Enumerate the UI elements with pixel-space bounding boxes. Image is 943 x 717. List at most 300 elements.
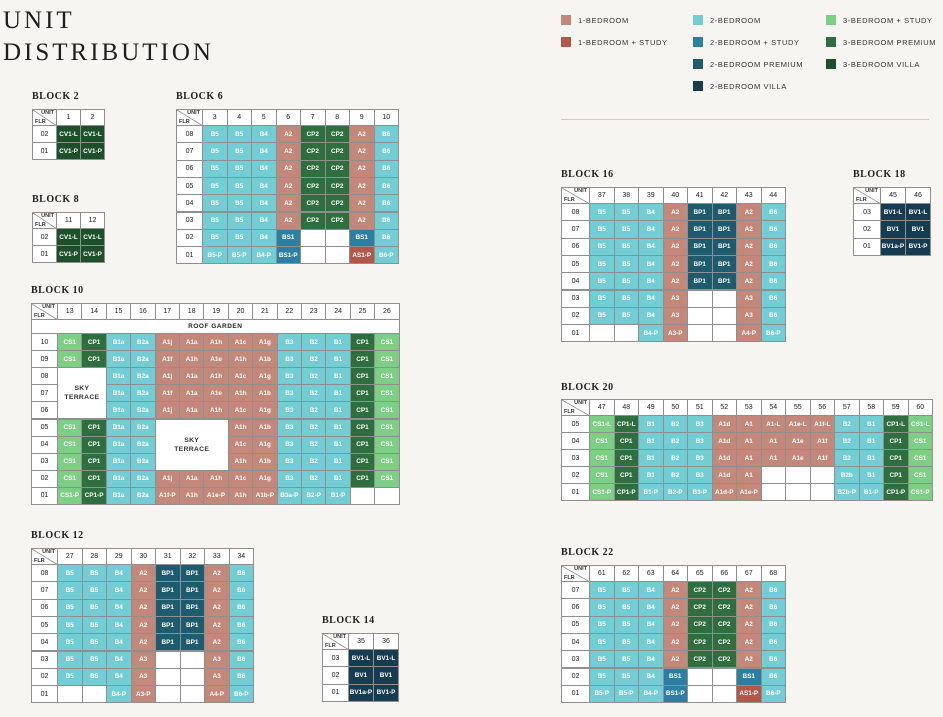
unit-cell: A1e-P [203, 487, 228, 505]
unit-cell: B5 [614, 203, 640, 221]
unit-cell: B3 [277, 453, 302, 471]
legend-label: 2-BEDROOM [710, 15, 761, 25]
unit-cell: A4-P [204, 685, 230, 703]
unit-cell: BP1 [687, 272, 713, 290]
unit-column-header: 25 [350, 303, 375, 320]
floor-label: 02 [561, 307, 590, 325]
unit-cell: A1g [252, 401, 277, 419]
unit-cell: CP2 [300, 142, 326, 160]
unit-cell: BS1-P [276, 246, 302, 264]
unit-cell: CS1 [374, 419, 399, 437]
floor-label: 05 [176, 177, 203, 195]
unit-cell: BV1-L [880, 203, 906, 221]
empty-cell [155, 668, 181, 686]
unit-cell: B2b [834, 466, 860, 484]
floor-label: 07 [176, 142, 203, 160]
unit-cell: CP1-L [614, 415, 640, 433]
unit-cell: A1j [155, 470, 180, 488]
unit-cell: CS1-P [589, 483, 615, 501]
floor-label: 02 [31, 668, 58, 686]
legend-swatch [693, 81, 703, 91]
legend-item [561, 15, 629, 25]
unit-cell: B6 [374, 229, 400, 247]
unit-cell: A2 [204, 581, 230, 599]
unit-cell: B4 [638, 238, 664, 256]
unit-cell: A1h [228, 384, 253, 402]
floor-label: 04 [561, 272, 590, 290]
unit-column-header: 18 [179, 303, 204, 320]
unit-column-header: 13 [57, 303, 82, 320]
unit-cell: B5 [202, 194, 228, 212]
unit-cell: A2 [349, 177, 375, 195]
legend-item [826, 59, 920, 69]
unit-cell: B6 [761, 650, 787, 668]
unit-cell: A2 [736, 255, 762, 273]
empty-cell [712, 685, 738, 703]
unit-column-header: 52 [712, 399, 738, 416]
unit-cell: A1f [155, 350, 180, 368]
legend-item [826, 15, 933, 25]
unit-column-header: 50 [663, 399, 689, 416]
unit-cell: A2 [204, 599, 230, 617]
unit-cell: B1 [859, 432, 885, 450]
unit-cell: B4 [106, 651, 132, 669]
unit-floor-corner [561, 187, 590, 204]
legend-swatch [693, 37, 703, 47]
unit-cell: A1h [203, 401, 228, 419]
unit-cell: BV1-L [348, 649, 374, 667]
unit-cell: B5 [82, 599, 108, 617]
unit-cell: A1g [252, 436, 277, 454]
unit-cell: CP2 [712, 633, 738, 651]
unit-column-header: 42 [712, 187, 738, 204]
unit-cell: B6 [374, 125, 400, 143]
floor-label: 02 [322, 666, 349, 684]
unit-cell: BP1 [155, 581, 181, 599]
unit-cell: A2 [276, 160, 302, 178]
unit-cell: CP2 [300, 160, 326, 178]
unit-column-header: 22 [277, 303, 302, 320]
unit-cell: BV1 [373, 666, 399, 684]
empty-cell [712, 290, 738, 308]
unit-cell: A1h [228, 453, 253, 471]
legend-swatch [693, 59, 703, 69]
unit-column-header: 39 [638, 187, 664, 204]
corner-unit-label: UNIT [41, 110, 54, 116]
unit-cell: CS1 [374, 384, 399, 402]
unit-cell: A1h [179, 487, 204, 505]
unit-cell: B2a [130, 367, 155, 385]
floor-label: 02 [32, 228, 57, 246]
unit-cell: CP2 [325, 194, 351, 212]
unit-cell: B2a [130, 453, 155, 471]
unit-cell: A1a [179, 333, 204, 351]
unit-cell: B4 [106, 633, 132, 651]
unit-cell: A1d-P [712, 483, 738, 501]
unit-cell: AS1-P [736, 685, 762, 703]
unit-cell: B5 [614, 307, 640, 325]
sky-terrace-area [155, 419, 229, 471]
unit-cell: B1 [325, 384, 350, 402]
empty-cell [785, 466, 811, 484]
unit-cell: A1c [228, 470, 253, 488]
floor-label: 08 [31, 564, 58, 582]
unit-column-header: 32 [180, 548, 206, 565]
unit-cell: CP1 [350, 333, 375, 351]
legend-label: 3-BEDROOM + STUDY [843, 15, 933, 25]
floor-label: 01 [31, 487, 58, 505]
unit-cell: CV1-L [56, 228, 81, 246]
unit-cell: B2-P [663, 483, 689, 501]
unit-cell: A2 [204, 616, 230, 634]
unit-cell: B5-P [202, 246, 228, 264]
unit-cell: A1c [228, 401, 253, 419]
unit-cell: BS1-P [663, 685, 689, 703]
divider [561, 119, 929, 120]
unit-cell: B5 [614, 598, 640, 616]
unit-cell: CP1-L [883, 415, 909, 433]
unit-cell: B6 [374, 212, 400, 230]
unit-cell: CS1 [374, 401, 399, 419]
unit-cell: B6 [374, 194, 400, 212]
unit-cell: A1d [712, 466, 738, 484]
unit-floor-corner [31, 548, 58, 565]
unit-cell: BV1a-P [880, 238, 906, 256]
unit-cell: B5 [614, 272, 640, 290]
unit-cell: B5 [589, 290, 615, 308]
unit-cell: A2 [276, 125, 302, 143]
unit-cell: B5 [614, 650, 640, 668]
unit-cell: CS1 [374, 350, 399, 368]
unit-cell: B5 [227, 194, 253, 212]
unit-cell: A2 [276, 194, 302, 212]
unit-cell: A2 [663, 581, 689, 599]
unit-cell: BV1-L [905, 203, 931, 221]
unit-cell: A1h [203, 333, 228, 351]
unit-cell: CS1 [57, 419, 82, 437]
unit-column-header: 63 [638, 565, 664, 582]
corner-floor-label: FLR [35, 222, 46, 228]
unit-cell: B4 [638, 290, 664, 308]
block-title: BLOCK 20 [561, 382, 614, 393]
unit-cell: B1 [859, 466, 885, 484]
page-title [3, 5, 214, 69]
corner-floor-label: FLR [564, 409, 575, 415]
unit-column-header: 61 [589, 565, 615, 582]
empty-cell [810, 466, 836, 484]
unit-cell: BS1 [349, 229, 375, 247]
unit-cell: A2 [736, 650, 762, 668]
unit-cell: CV1-P [80, 142, 105, 160]
unit-cell: A1 [736, 432, 762, 450]
unit-cell: A2 [736, 203, 762, 221]
empty-cell [180, 651, 206, 669]
unit-cell: A1e-P [736, 483, 762, 501]
unit-cell: CP1 [81, 470, 106, 488]
unit-cell: BP1 [180, 599, 206, 617]
block-title: BLOCK 6 [176, 91, 224, 102]
unit-cell: B2 [301, 384, 326, 402]
unit-cell: B6 [229, 616, 255, 634]
unit-cell: A2 [663, 633, 689, 651]
empty-cell [761, 466, 787, 484]
unit-cell: BP1 [687, 238, 713, 256]
unit-cell: CP1 [350, 350, 375, 368]
unit-cell: B3 [277, 436, 302, 454]
unit-cell: BV1-L [373, 649, 399, 667]
unit-cell: CP2 [325, 177, 351, 195]
legend-label: 1-BEDROOM [578, 15, 629, 25]
block-title: BLOCK 22 [561, 547, 614, 558]
unit-cell: B3 [687, 466, 713, 484]
unit-cell: CP2 [325, 160, 351, 178]
unit-cell: B5 [227, 229, 253, 247]
unit-cell: A1a [179, 470, 204, 488]
floor-label: 03 [322, 649, 349, 667]
corner-unit-label: UNIT [574, 566, 587, 572]
unit-cell: B2a [130, 350, 155, 368]
floor-label: 08 [31, 367, 58, 385]
corner-floor-label: FLR [564, 575, 575, 581]
unit-cell: CS1-L [908, 415, 934, 433]
unit-cell: A2 [736, 581, 762, 599]
unit-cell: CP2 [300, 125, 326, 143]
unit-column-header: 21 [252, 303, 277, 320]
empty-cell [761, 483, 787, 501]
corner-unit-label: UNIT [574, 400, 587, 406]
unit-cell: B2a [130, 333, 155, 351]
unit-cell: A2 [736, 598, 762, 616]
unit-cell: B5 [589, 581, 615, 599]
unit-cell: B1a [106, 419, 131, 437]
unit-cell: A3 [204, 651, 230, 669]
unit-cell: A1e-L [785, 415, 811, 433]
floor-label: 05 [31, 419, 58, 437]
unit-cell: B5 [589, 598, 615, 616]
unit-column-header: 33 [204, 548, 230, 565]
unit-cell: A3-P [663, 324, 689, 342]
unit-cell: B2 [301, 453, 326, 471]
unit-cell: CP2 [325, 142, 351, 160]
corner-unit-label: UNIT [42, 304, 55, 310]
unit-cell: A1e [785, 449, 811, 467]
unit-cell: B5 [202, 125, 228, 143]
unit-cell: B6 [374, 177, 400, 195]
unit-cell: B1a [106, 401, 131, 419]
unit-floor-corner [32, 212, 57, 229]
unit-cell: B3 [277, 384, 302, 402]
unit-cell: CP2 [712, 581, 738, 599]
floor-label: 03 [176, 212, 203, 230]
unit-column-header: 24 [325, 303, 350, 320]
unit-cell: B2 [301, 350, 326, 368]
unit-column-header: 5 [251, 109, 277, 126]
unit-cell: A2 [663, 598, 689, 616]
unit-cell: B5 [614, 238, 640, 256]
unit-column-header: 64 [663, 565, 689, 582]
unit-cell: A2 [131, 599, 157, 617]
unit-cell: CP1 [350, 470, 375, 488]
unit-cell: A1d [712, 415, 738, 433]
floor-label: 03 [853, 203, 881, 221]
unit-cell: A1b-P [252, 487, 277, 505]
unit-cell: B5 [589, 650, 615, 668]
unit-cell: B1-P [325, 487, 350, 505]
empty-cell [374, 487, 399, 505]
floor-label: 04 [31, 633, 58, 651]
unit-cell: B6 [761, 255, 787, 273]
empty-cell [712, 668, 738, 686]
unit-cell: CP1 [350, 419, 375, 437]
unit-cell: BP1 [687, 220, 713, 238]
unit-cell: CP1 [350, 367, 375, 385]
corner-floor-label: FLR [325, 643, 336, 649]
empty-cell [300, 246, 326, 264]
unit-cell: A3 [663, 307, 689, 325]
unit-cell: B1 [859, 415, 885, 433]
unit-cell: B1a [106, 470, 131, 488]
unit-cell: B2a [130, 419, 155, 437]
unit-cell: B5 [589, 272, 615, 290]
unit-cell: B5 [82, 581, 108, 599]
unit-cell: B4 [638, 598, 664, 616]
floor-label: 04 [561, 432, 590, 450]
unit-cell: A3-P [131, 685, 157, 703]
legend-item [693, 59, 803, 69]
unit-cell: B2 [301, 470, 326, 488]
unit-column-header: 11 [56, 212, 81, 229]
corner-unit-label: UNIT [42, 549, 55, 555]
unit-cell: B1-P [638, 483, 664, 501]
unit-column-header: 47 [589, 399, 615, 416]
unit-cell: CS1 [374, 333, 399, 351]
unit-column-header: 38 [614, 187, 640, 204]
unit-cell: B4 [638, 633, 664, 651]
corner-floor-label: FLR [34, 313, 45, 319]
unit-cell: B6 [761, 203, 787, 221]
floor-label: 06 [31, 599, 58, 617]
unit-cell: A1 [736, 449, 762, 467]
unit-cell: B5-P [614, 685, 640, 703]
unit-cell: B5 [589, 668, 615, 686]
legend-swatch [826, 15, 836, 25]
unit-column-header: 6 [276, 109, 302, 126]
unit-cell: BP1 [155, 564, 181, 582]
unit-cell: BP1 [712, 238, 738, 256]
unit-cell: B6 [229, 633, 255, 651]
unit-cell: CP1 [81, 350, 106, 368]
unit-cell: B1a [106, 453, 131, 471]
unit-cell: A2 [349, 194, 375, 212]
floor-label: 04 [561, 633, 590, 651]
unit-column-header: 44 [761, 187, 787, 204]
unit-cell: B4 [638, 668, 664, 686]
unit-column-header: 37 [589, 187, 615, 204]
unit-cell: BV1-P [905, 238, 931, 256]
unit-column-header: 1 [56, 109, 81, 126]
unit-cell: B1 [325, 350, 350, 368]
unit-column-header: 10 [374, 109, 400, 126]
legend-item [693, 37, 800, 47]
unit-cell: B2 [834, 432, 860, 450]
unit-cell: CS1 [908, 449, 934, 467]
legend-label: 2-BEDROOM VILLA [710, 81, 787, 91]
unit-column-header: 36 [373, 633, 399, 650]
unit-cell: B3-P [687, 483, 713, 501]
unit-cell: B1 [325, 436, 350, 454]
sky-terrace-line-2: TERRACE [174, 445, 210, 453]
unit-cell: CS1 [589, 432, 615, 450]
unit-cell: CP2 [325, 125, 351, 143]
unit-cell: CS1-P [57, 487, 82, 505]
unit-cell: BS1 [276, 229, 302, 247]
unit-cell: CS1 [589, 466, 615, 484]
legend-label: 3-BEDROOM PREMIUM [843, 37, 937, 47]
unit-cell: A1f-P [155, 487, 180, 505]
unit-cell: B3 [277, 350, 302, 368]
unit-cell: BP1 [712, 255, 738, 273]
unit-cell: A1d [712, 432, 738, 450]
unit-cell: CP1 [350, 401, 375, 419]
unit-cell: B6 [229, 651, 255, 669]
unit-column-header: 28 [82, 548, 108, 565]
empty-cell [350, 487, 375, 505]
unit-cell: A1 [736, 466, 762, 484]
unit-column-header: 9 [349, 109, 375, 126]
unit-cell: A1h [203, 367, 228, 385]
legend-swatch [826, 37, 836, 47]
floor-label: 07 [31, 384, 58, 402]
unit-cell: B4-P [638, 685, 664, 703]
unit-cell: BP1 [155, 616, 181, 634]
unit-cell: B1 [638, 432, 664, 450]
unit-cell: AS1-P [349, 246, 375, 264]
floor-label: 05 [561, 415, 590, 433]
floor-label: 01 [853, 238, 881, 256]
unit-cell: B4 [251, 212, 277, 230]
unit-cell: B1a [106, 367, 131, 385]
floor-label: 01 [176, 246, 203, 264]
unit-column-header: 62 [614, 565, 640, 582]
unit-floor-corner [176, 109, 203, 126]
unit-cell: B4 [638, 203, 664, 221]
unit-cell: B6 [229, 599, 255, 617]
unit-cell: B5 [589, 238, 615, 256]
unit-cell: B5 [227, 142, 253, 160]
corner-unit-label: UNIT [187, 110, 200, 116]
unit-column-header: 20 [228, 303, 253, 320]
unit-column-header: 45 [880, 187, 906, 204]
legend-swatch [561, 15, 571, 25]
unit-cell: B1 [638, 466, 664, 484]
unit-column-header: 56 [810, 399, 836, 416]
unit-cell: B2 [301, 436, 326, 454]
unit-column-header: 35 [348, 633, 374, 650]
unit-cell: B4 [638, 307, 664, 325]
unit-cell: A1a [179, 384, 204, 402]
unit-cell: B2 [663, 466, 689, 484]
unit-cell: B5 [202, 142, 228, 160]
unit-column-header: 66 [712, 565, 738, 582]
unit-cell: B4 [638, 272, 664, 290]
unit-cell: B1 [325, 453, 350, 471]
floor-label: 10 [31, 333, 58, 351]
unit-cell: A1c [228, 333, 253, 351]
empty-cell [155, 685, 181, 703]
legend [561, 12, 941, 98]
unit-column-header: 3 [202, 109, 228, 126]
unit-cell: B1 [325, 419, 350, 437]
